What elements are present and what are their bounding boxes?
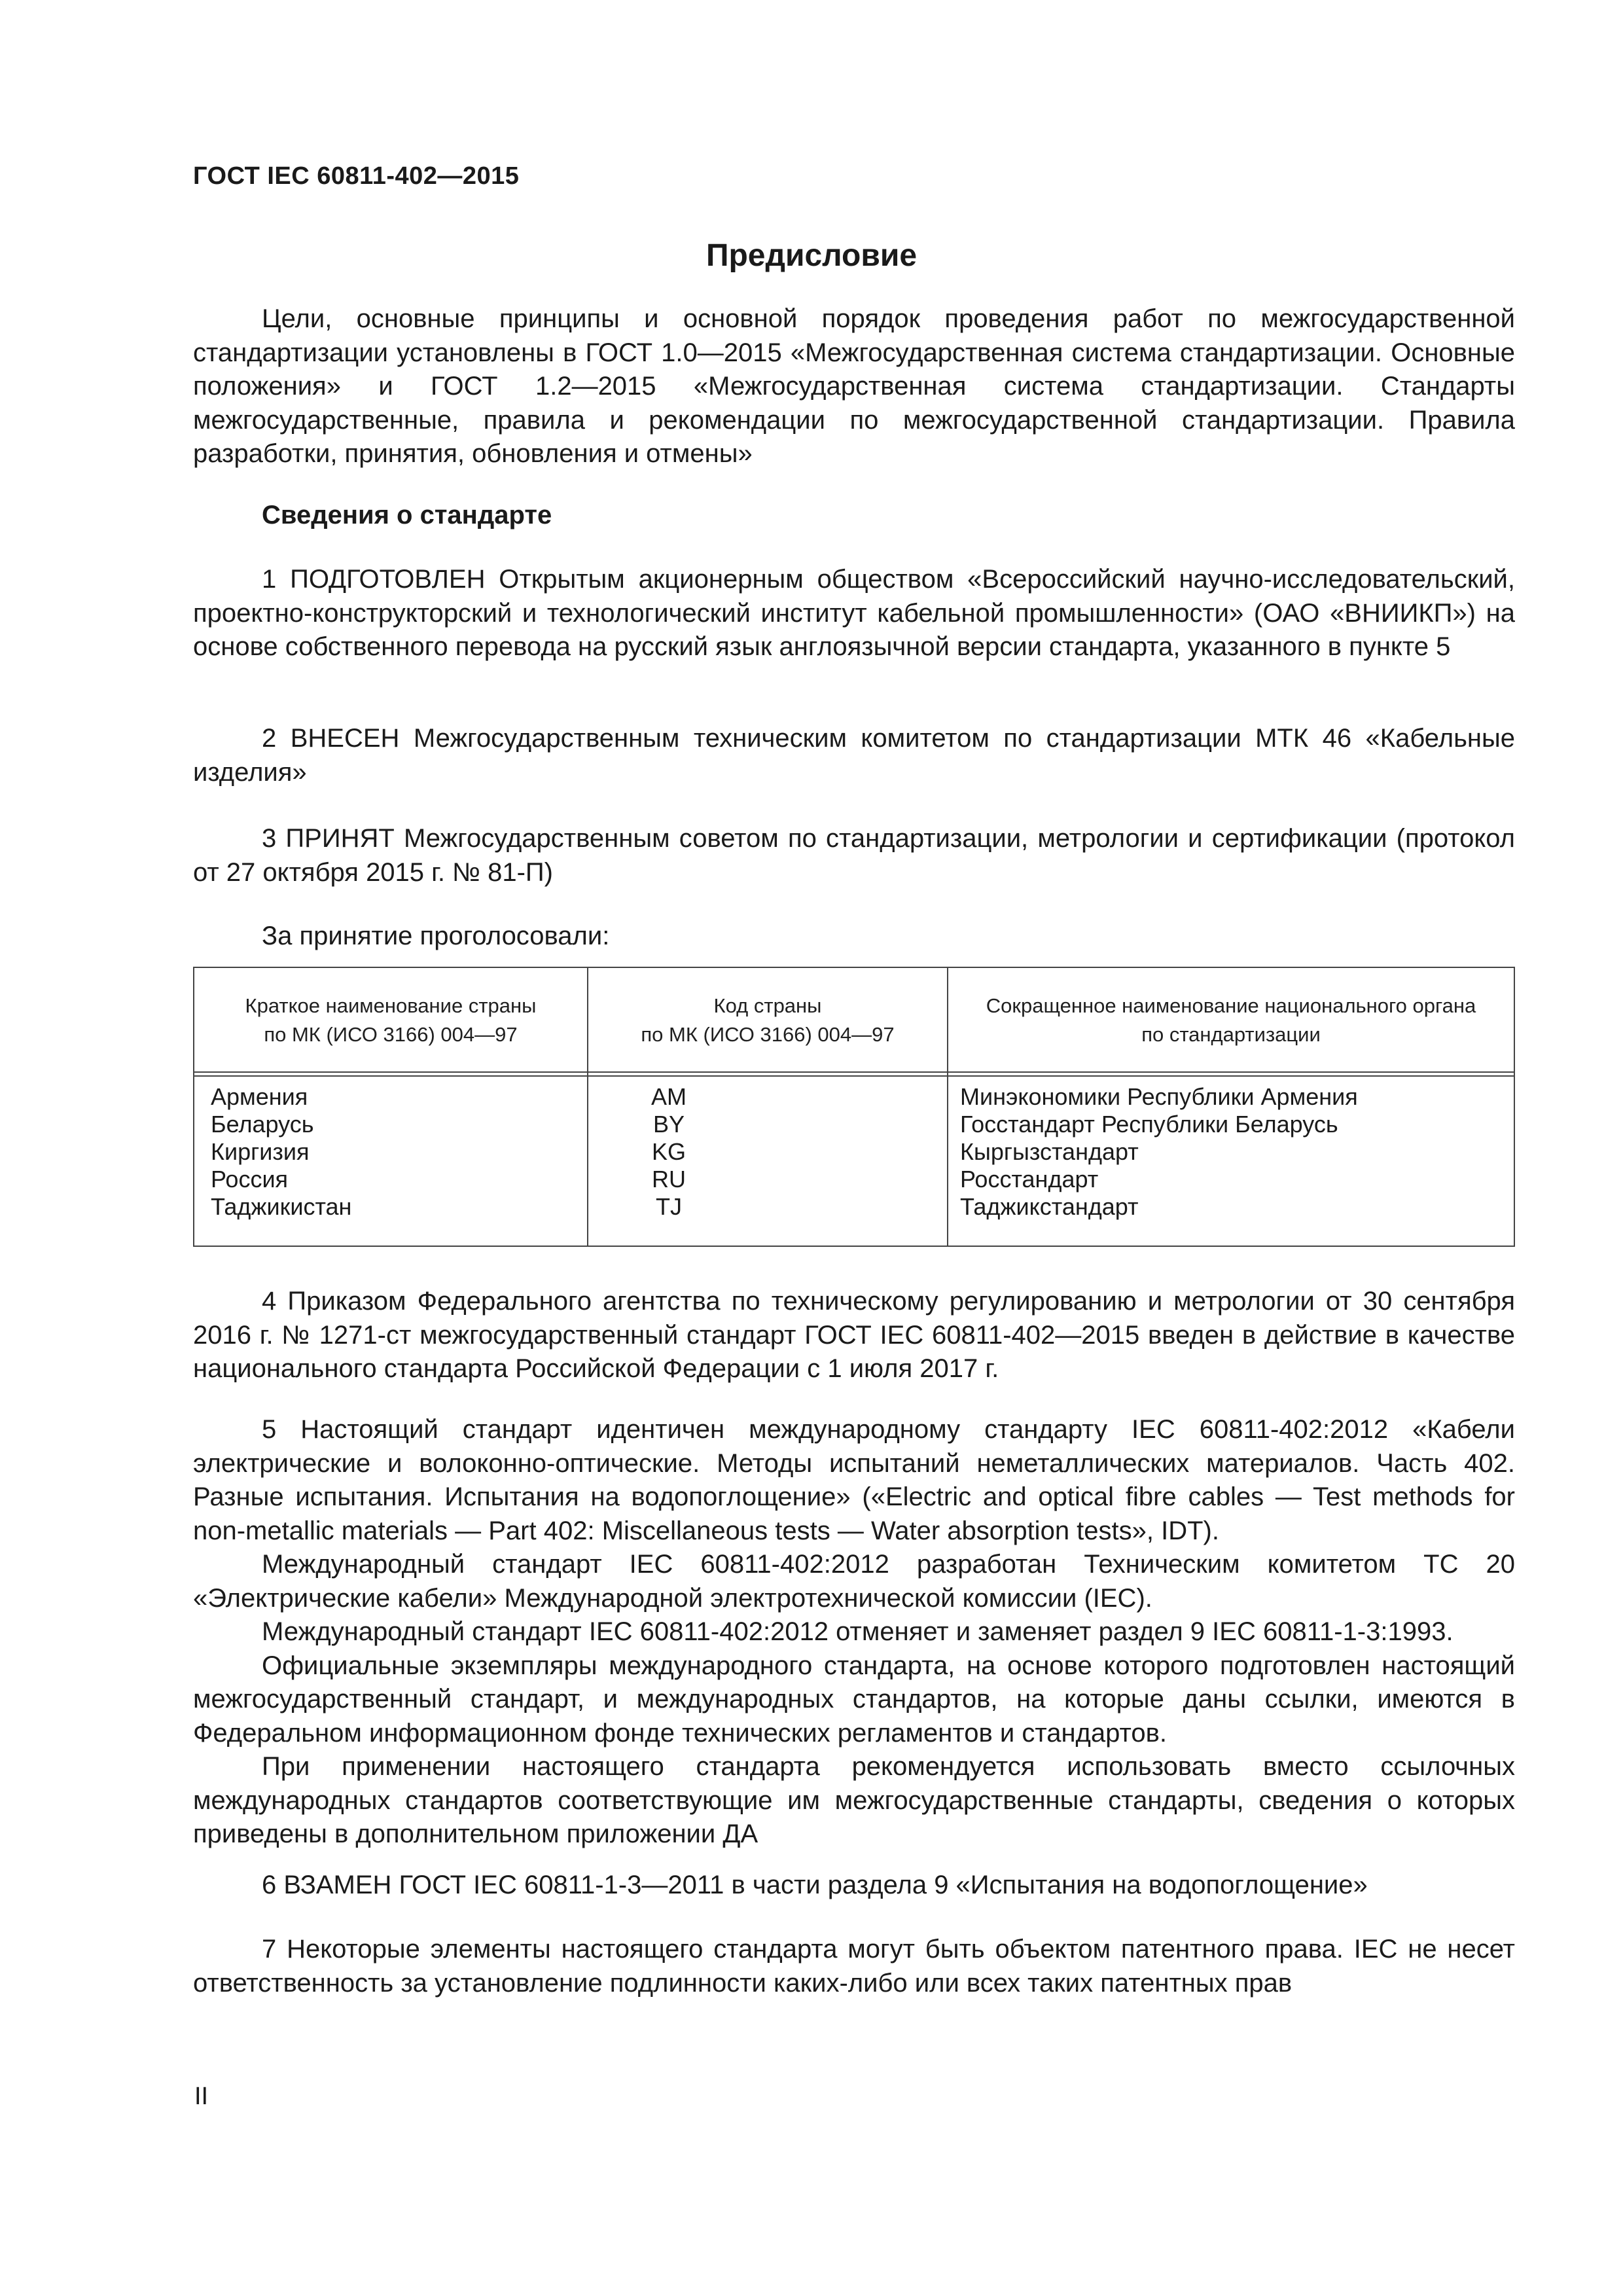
preface-paragraph [193,302,1515,471]
preface-text: Цели, основные принципы и основной порядок проведения работ по межгосударственной стандартизации установлены в ГОСТ 1.0—2015 «Межгосударственная система стандартизации. Основные положения» и ГОСТ 1.2—2015 «Межгосударственная система стандартизации. Стандарты межгосударственные, правила и рекомендации по межгосударственной стандартизации. Правила разработки, принятия, обновления и отмены» [193,304,1515,468]
table-cell-organization: Кыргызстандарт [960,1138,1139,1165]
table-header-organization-text: Сокращенное наименование национального органа по стандартизации [986,994,1476,1046]
table-header-code [588,968,947,1073]
table-header-code-text: Код страны по МК (ИСО 3166) 004—97 [641,994,895,1046]
document-code: ГОСТ IEC 60811-402—2015 [193,162,520,190]
page-number: II [194,2083,209,2110]
table-cell-organization: Минэкономики Республики Армения [960,1083,1358,1110]
table-cell-country: Киргизия [211,1138,310,1165]
table-cell-code: RU [652,1166,686,1193]
item-3-text: 3 ПРИНЯТ Межгосударственным советом по стандартизации, метрологии и сертификации (протокол от 27 октября 2015 г. № 81-П) [193,824,1515,887]
item-2 [193,722,1515,789]
table-cell-code: TJ [656,1193,682,1220]
item-2-text: 2 ВНЕСЕН Межгосударственным техническим комитетом по стандартизации МТК 46 «Кабельные изделия» [193,724,1515,787]
code-column [587,1083,751,1221]
item-1-text: 1 ПОДГОТОВЛЕН Открытым акционерным обществом «Всероссийский научно-исследовательский, проектно-конструкторский и технологический институт кабельной промышленности» (ОАО «ВНИИКП») на основе собственного перевода на русский язык англоязычной версии стандарта, указанного в пункте 5 [193,565,1515,661]
item-5-paragraph: Официальные экземпляры международного стандарта, на основе которого подготовлен настоящий межгосударственный стандарт, и международных стандартов, на которые даны ссылки, имеются в Федеральном информационном фонде технических регламентов и стандартов. [193,1651,1515,1748]
table-cell-code: KG [651,1138,686,1165]
vote-label: За принятие проголосовали: [262,922,610,950]
table-cell-organization: Таджикстандарт [960,1193,1139,1220]
item-5-paragraph: Международный стандарт IEC 60811-402:2012 разработан Техническим комитетом ТС 20 «Электрические кабели» Международной электротехнической комиссии (IEC). [193,1550,1515,1613]
item-4 [193,1285,1515,1386]
table-divider [194,1075,1514,1077]
item-4-text: 4 Приказом Федерального агентства по техническому регулированию и метрологии от 30 сентября 2016 г. № 1271-ст межгосударственный стандарт ГОСТ IEC 60811-402—2015 введен в действие в качестве национального стандарта Российской Федерации с 1 июля 2017 г. [193,1287,1515,1383]
country-column [211,1083,351,1221]
table-cell-code: AM [651,1083,687,1110]
table-cell-organization: Росстандарт [960,1166,1099,1193]
section-heading: Сведения о стандарте [262,501,552,529]
voting-table [193,967,1515,1247]
item-5-paragraph: При применении настоящего стандарта рекомендуется использовать вместо ссылочных международных стандартов соответствующие им межгосударственные стандарты, сведения о которых приведены в дополнительном приложении ДА [193,1752,1515,1848]
item-5 [193,1413,1515,1852]
table-cell-code: BY [652,1111,685,1138]
item-7 [193,1933,1515,2000]
item-6-text: 6 ВЗАМЕН ГОСТ IEC 60811-1-3—2011 в части раздела 9 «Испытания на водопоглощение» [262,1871,1368,1899]
table-header-country [194,968,587,1073]
item-5-paragraph: Международный стандарт IEC 60811-402:2012 отменяет и заменяет раздел 9 IEC 60811-1-3:1993. [262,1617,1454,1646]
table-header-organization [948,968,1514,1073]
item-1 [193,563,1515,664]
table-cell-country: Россия [211,1166,289,1193]
organization-column [960,1083,1358,1221]
item-3 [193,822,1515,889]
table-header-country-text: Краткое наименование страны по МК (ИСО 3166) 004—97 [245,994,537,1046]
item-5-paragraph: 5 Настоящий стандарт идентичен международному стандарту IEC 60811-402:2012 «Кабели электрические и волоконно-оптические. Методы испытаний неметаллических материалов. Часть 402. Разные испытания. Испытания на водопоглощение» («Electric and optical fibre cables — Test methods for non-metallic materials — Part 402: Miscellaneous tests — Water absorption tests», IDT). [193,1415,1515,1545]
table-cell-country: Таджикистан [211,1193,352,1220]
table-cell-organization: Госстандарт Республики Беларусь [960,1111,1338,1138]
page-title: Предисловие [705,238,918,273]
item-7-text: 7 Некоторые элементы настоящего стандарта могут быть объектом патентного права. IEC не несет ответственность за установление подлинности каких-либо или всех таких патентных прав [193,1935,1515,1998]
item-6 [193,1869,1515,1903]
table-cell-country: Армения [211,1083,308,1110]
table-cell-country: Беларусь [211,1111,314,1138]
